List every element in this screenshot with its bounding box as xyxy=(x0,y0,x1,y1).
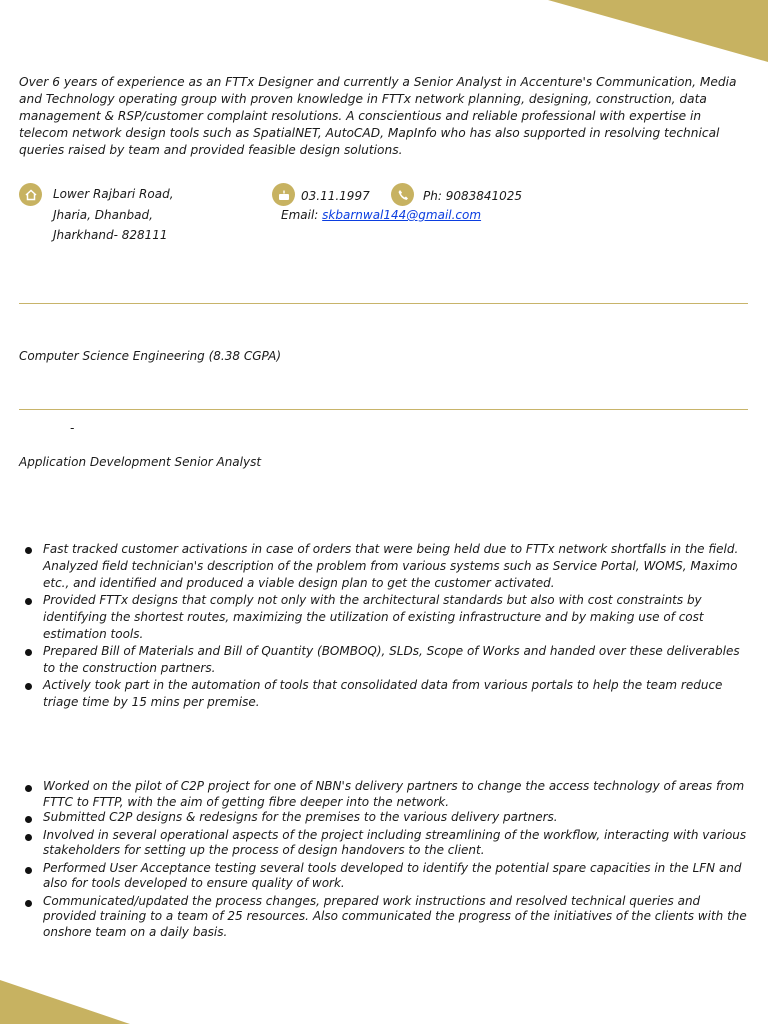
email-row xyxy=(281,205,481,226)
email-link[interactable]: skbarnwal144@gmail.com xyxy=(322,208,482,222)
list-item: Provided FTTx designs that comply not only with the architectural standards but also with cost constraints by identifying the shortest routes, maximizing the utilization of existing infrastructure and by making use of cost estimation tools. xyxy=(19,592,749,643)
education-degree: Computer Science Engineering (8.38 CGPA) xyxy=(19,349,282,363)
section-divider xyxy=(19,409,748,410)
list-item: Involved in several operational aspects of the project including streamlining of the workflow, interacting with various stakeholders for setting up the process of design handovers to the client. xyxy=(19,828,749,859)
email-label: Email: xyxy=(281,208,319,222)
address xyxy=(53,184,174,246)
list-item: Worked on the pilot of C2P project for one of NBN's delivery partners to change the access technology of areas from FTTC to FTTP, with the aim of getting fibre deeper into the network. xyxy=(19,779,749,810)
home-icon xyxy=(19,183,42,206)
phone-icon xyxy=(391,183,414,206)
dash-mark: - xyxy=(70,421,75,435)
project-bullets xyxy=(19,779,749,940)
corner-decoration-top xyxy=(548,0,768,62)
address-line: Jharia, Dhanbad, xyxy=(53,207,153,222)
list-item: Fast tracked customer activations in case of orders that were being held due to FTTx network shortfalls in the field. Analyzed field technician's description of the problem from various systems such as Service Portal, WOMS, Maximo etc., and identified and produced a viable design plan to get the customer activated. xyxy=(19,541,749,592)
list-item: Prepared Bill of Materials and Bill of Quantity (BOMBOQ), SLDs, Scope of Works and handed over these deliverables to the construction partners. xyxy=(19,643,749,677)
date-of-birth: 03.11.1997 xyxy=(301,189,370,203)
list-item: Communicated/updated the process changes, prepared work instructions and resolved technical queries and provided training to a team of 25 resources. Also communicated the progress of the initiatives of the clients with the onshore team on a daily basis. xyxy=(19,894,749,941)
list-item: Actively took part in the automation of tools that consolidated data from various portals to help the team reduce triage time by 15 mins per premise. xyxy=(19,677,749,711)
profile-summary: Over 6 years of experience as an FTTx Designer and currently a Senior Analyst in Accenture's Communication, Media and Technology operating group with proven knowledge in FTTx network planning, designing, construction, data management & RSP/customer complaint resolutions. A conscientious and reliable professional with expertise in telecom network design tools such as SpatialNET, AutoCAD, MapInfo who has also supported in resolving technical queries raised by team and provided feasible design solutions. xyxy=(19,75,737,157)
list-item: Submitted C2P designs & redesigns for the premises to the various delivery partners. xyxy=(19,810,749,826)
corner-decoration-bottom xyxy=(0,980,130,1024)
list-item: Performed User Acceptance testing several tools developed to identify the potential spare capacities in the LFN and also for tools developed to ensure quality of work. xyxy=(19,861,749,892)
address-line: Lower Rajbari Road, xyxy=(53,187,174,201)
section-divider xyxy=(19,303,748,304)
phone-number: Ph: 9083841025 xyxy=(423,189,523,203)
address-line: Jharkhand- 828111 xyxy=(53,228,168,242)
job-role-title: Application Development Senior Analyst xyxy=(19,455,262,469)
cake-icon xyxy=(272,183,295,206)
experience-bullets xyxy=(19,541,749,711)
